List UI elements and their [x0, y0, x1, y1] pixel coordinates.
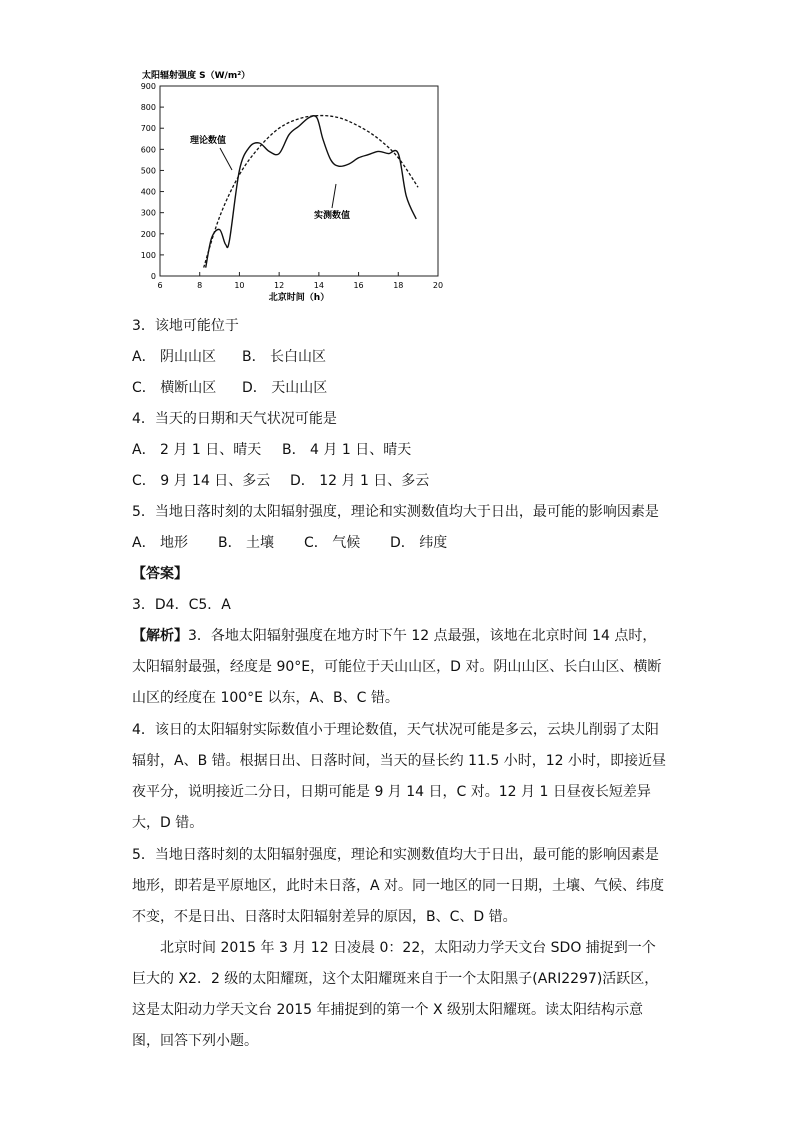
answer-text: 3．D4．C5．A	[132, 597, 231, 613]
q4-option-c: C． 9 月 14 日、多云	[132, 473, 271, 489]
y-tick-label: 500	[140, 166, 156, 176]
x-axis-label: 北京时间（h）	[268, 293, 330, 303]
analysis-q5: 5．当地日落时刻的太阳辐射强度，理论和实测数值均大于日出，最可能的影响因素是地形，即若是平原地区，此时未日落，A 对。同一地区的同一日期，土壤、气候、纬度不变，不是日出、日落时太阳辐射差异的原因，B、C、D 错。	[132, 847, 665, 925]
q5-option-a: A． 地形	[132, 535, 189, 551]
analysis-q4: 4．该日的太阳辐射实际数值小于理论数值，天气状况可能是多云，云块儿削弱了太阳辐射，A、B 错。根据日出、日落时间，当天的昼长约 11.5 小时，12 小时，即接近昼夜平分，说明接近二分日，日期可能是 9 月 14 日，C 对。12 月 1 日昼夜长短差异大，D 错。	[132, 722, 666, 831]
q3-options-row1	[132, 347, 326, 367]
q5-options	[132, 533, 447, 553]
q3-stem: 3．该地可能位于	[132, 318, 239, 334]
q4-option-a: A． 2 月 1 日、晴天	[132, 442, 262, 458]
next-section-intro: 北京时间 2015 年 3 月 12 日凌晨 0：22，太阳动力学天文台 SDO 捕捉到一个巨大的 X2．2 级的太阳耀斑，这个太阳耀斑来自于一个太阳黑子(ARI2297)活跃区，这是太阳动力学天文台 2015 年捕捉到的第一个 X 级别太阳耀斑。读太阳结构示意图，回答下列小题。	[132, 940, 659, 1049]
y-tick-label: 900	[140, 82, 156, 91]
q3-option-b: B． 长白山区	[242, 349, 327, 365]
y-tick-label: 600	[140, 145, 156, 155]
analysis-q3	[132, 621, 666, 714]
x-tick-label: 14	[313, 281, 324, 290]
solar-radiation-chart	[138, 66, 450, 306]
q5-option-b: B． 土壤	[218, 535, 275, 551]
x-axis-ticks	[157, 272, 443, 290]
measured-label-arrow	[332, 184, 336, 208]
q3-option-a: A． 阴山山区	[132, 349, 217, 365]
y-tick-label: 400	[140, 187, 156, 197]
q4-stem: 4．当天的日期和天气状况可能是	[132, 411, 337, 427]
q5-stem: 5．当地日落时刻的太阳辐射强度，理论和实测数值均大于日出，最可能的影响因素是	[132, 504, 659, 520]
plot-frame	[160, 86, 438, 276]
y-tick-label: 100	[140, 250, 156, 260]
q4-options-row2	[132, 471, 429, 491]
y-axis-ticks	[141, 82, 164, 281]
x-tick-label: 12	[274, 281, 285, 290]
q5-option-d: D． 纬度	[390, 535, 448, 551]
q3-options-row2	[132, 378, 327, 398]
analysis-heading: 【解析】	[132, 628, 188, 644]
x-tick-label: 6	[157, 281, 163, 290]
x-tick-label: 20	[432, 281, 444, 290]
theory-label-arrow	[220, 148, 232, 170]
q4-option-d: D． 12 月 1 日、多云	[290, 473, 430, 489]
y-tick-label: 300	[140, 208, 156, 218]
x-tick-label: 10	[234, 281, 245, 290]
q3-option-c: C． 横断山区	[132, 380, 217, 396]
q4-option-b: B． 4 月 1 日、晴天	[282, 442, 412, 458]
measured-label: 实测数值	[314, 211, 351, 221]
x-tick-label: 18	[393, 281, 404, 290]
chart-title: 太阳辐射强度 S（W/m²）	[142, 71, 251, 81]
q4-options-row1	[132, 440, 411, 460]
q3-option-d: D． 天山山区	[242, 380, 328, 396]
y-tick-label: 800	[140, 103, 156, 113]
answer-heading: 【答案】	[132, 566, 188, 582]
measured-value-line	[206, 116, 417, 268]
y-tick-label: 200	[140, 229, 156, 239]
q5-option-c: C． 气候	[304, 535, 361, 551]
y-tick-label: 0	[150, 272, 156, 281]
x-tick-label: 8	[197, 281, 203, 290]
analysis-q3-text: 3．各地太阳辐射强度在地方时下午 12 点最强，该地在北京时间 14 点时，太阳辐射最强，经度是 90°E，可能位于天山山区，D 对。阴山山区、长白山区、横断山区的经度在 100°E 以东，A、B、C 错。	[132, 628, 662, 706]
y-tick-label: 700	[140, 124, 156, 134]
theory-label: 理论数值	[190, 136, 227, 146]
x-tick-label: 16	[353, 281, 364, 290]
